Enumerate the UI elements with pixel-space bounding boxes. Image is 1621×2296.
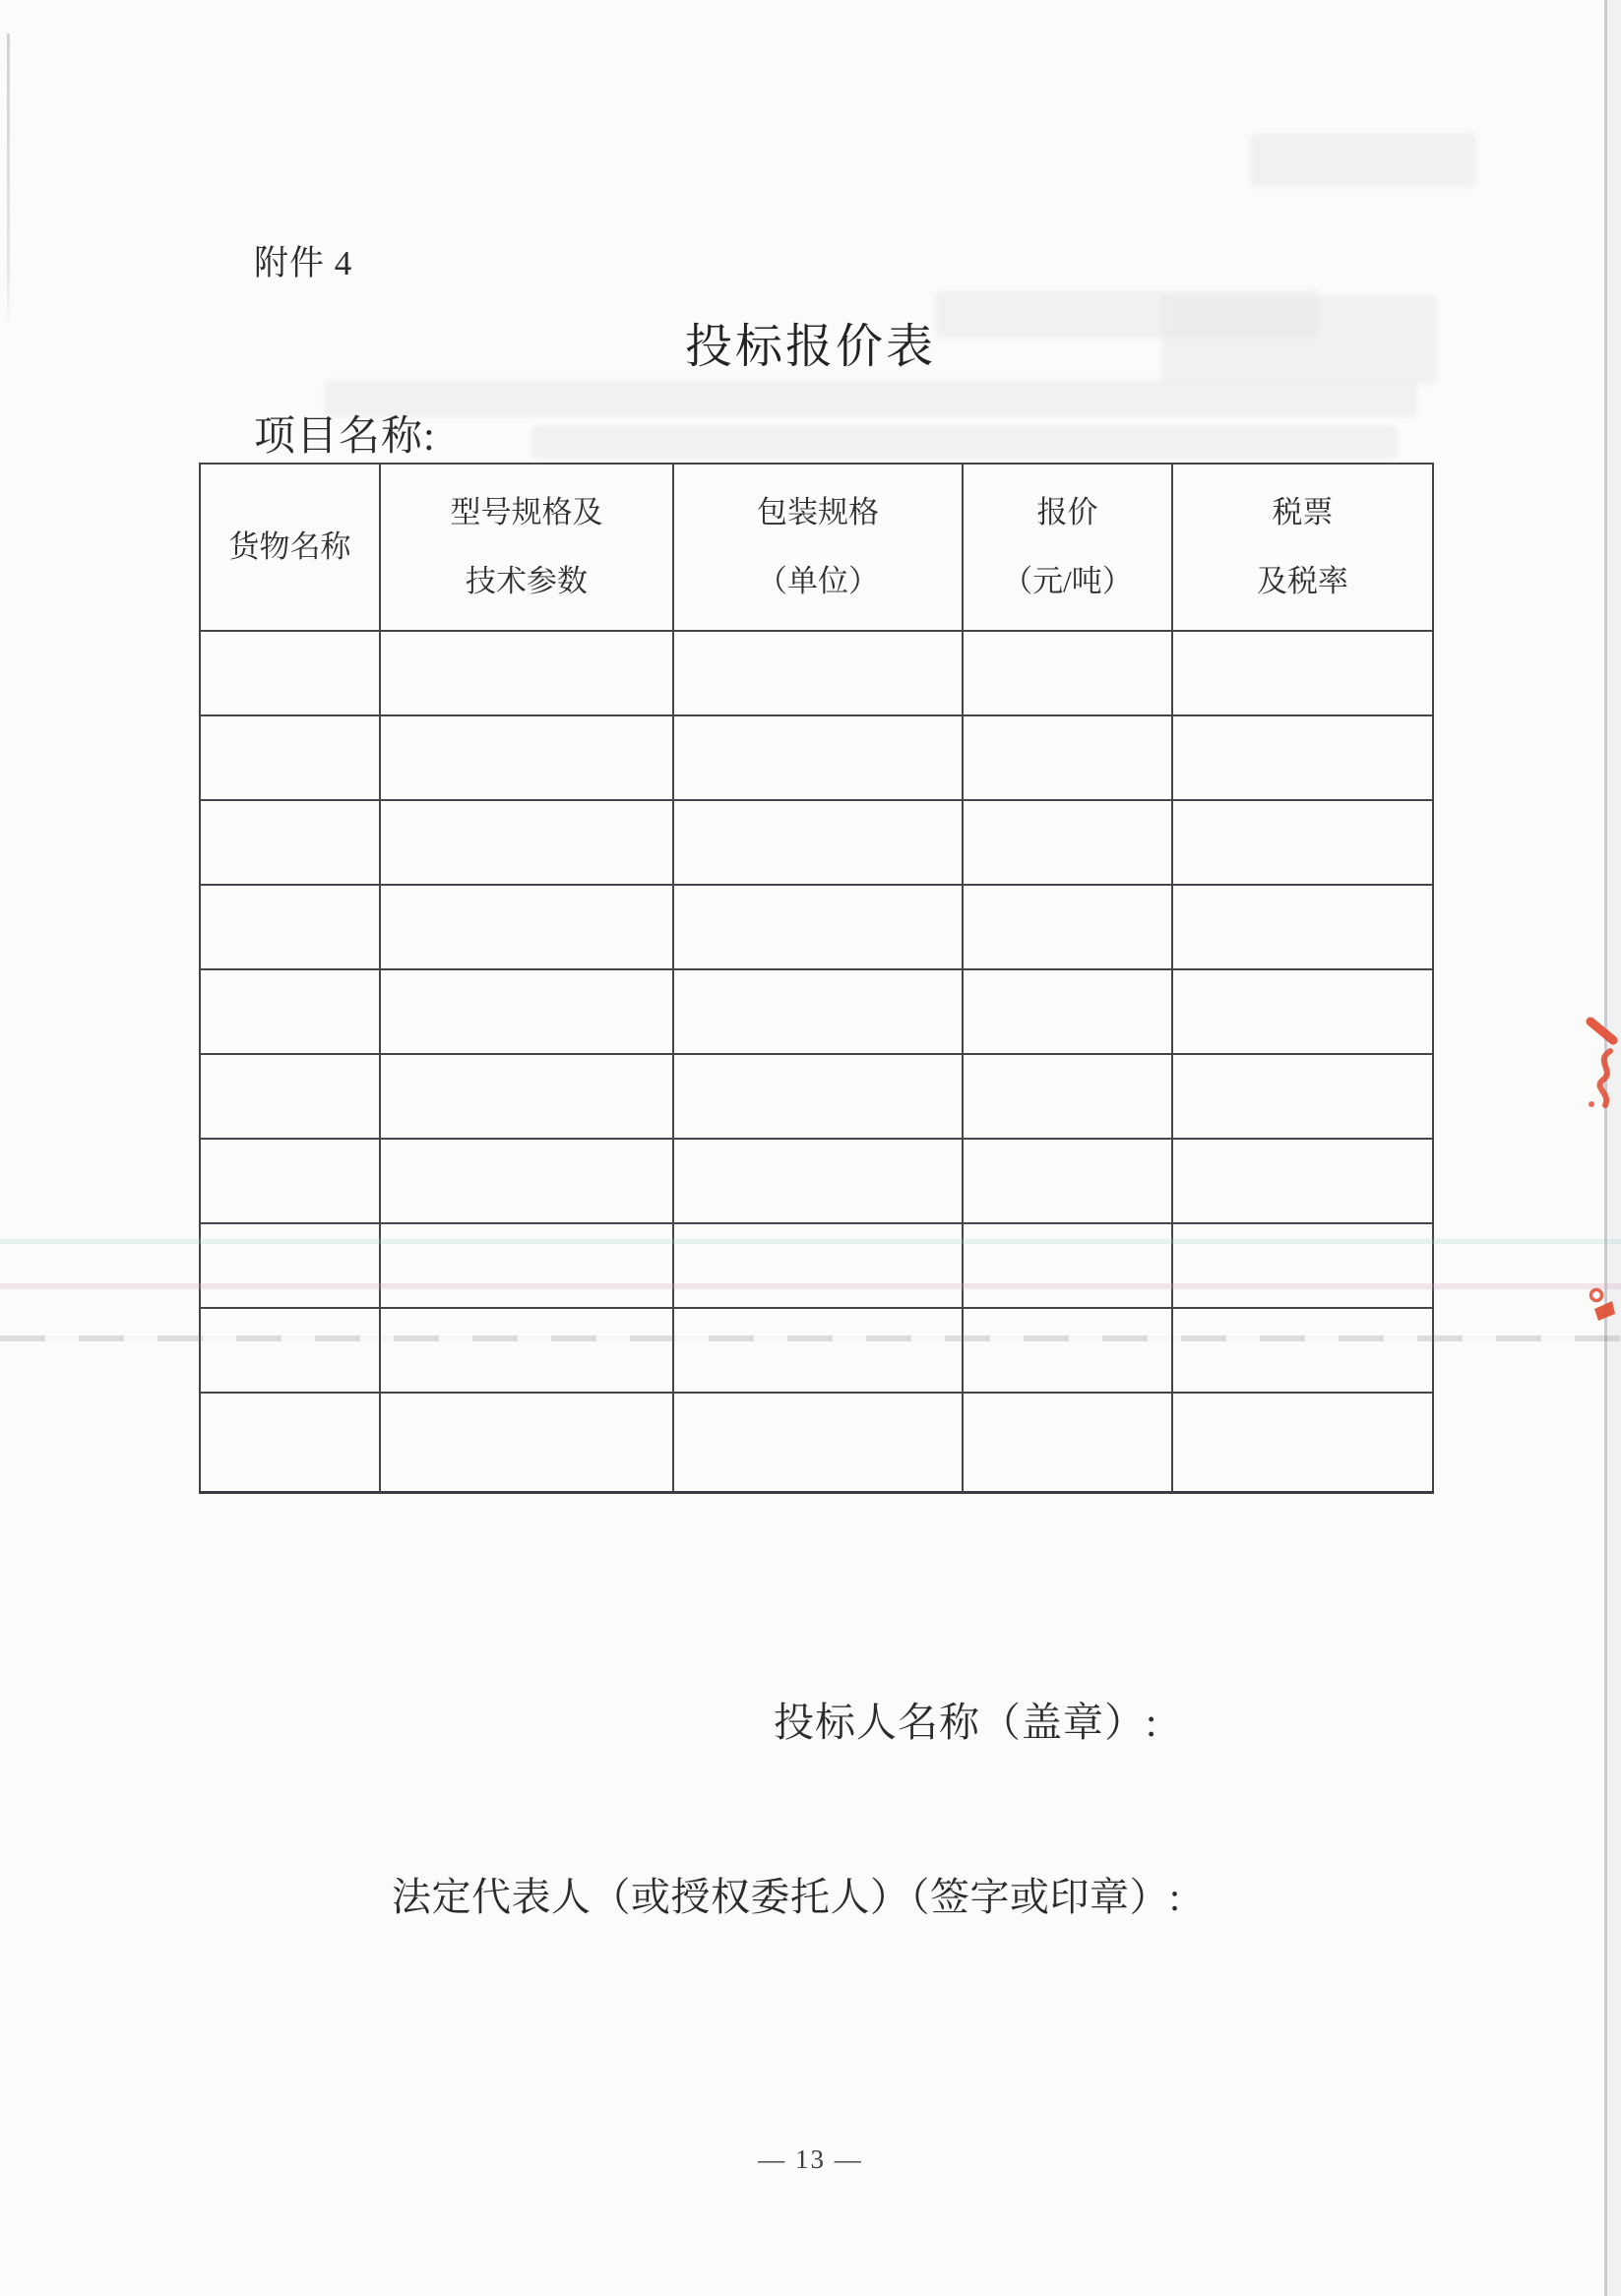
page-number: — 13 — bbox=[758, 2144, 863, 2174]
table-cell-empty bbox=[1172, 969, 1433, 1054]
table-cell-empty bbox=[673, 1139, 963, 1223]
table-cell-empty bbox=[963, 1139, 1172, 1223]
table-cell-empty bbox=[200, 631, 380, 715]
table-cell-empty bbox=[963, 1054, 1172, 1139]
table-row bbox=[200, 969, 1433, 1054]
table-cell-empty bbox=[1172, 631, 1433, 715]
table-cell-empty bbox=[1172, 1054, 1433, 1139]
quotation-table-header bbox=[200, 464, 1433, 631]
table-cell-empty bbox=[963, 1308, 1172, 1393]
table-cell-empty bbox=[200, 715, 380, 800]
legal-representative-line: 法定代表人（或授权委托人）（签字或印章）: bbox=[392, 1875, 1181, 1919]
column-header-1: 货物名称 bbox=[200, 464, 380, 631]
table-cell-empty bbox=[673, 800, 963, 885]
table-cell-empty bbox=[200, 1054, 380, 1139]
table-cell-empty bbox=[380, 1054, 673, 1139]
table-cell-empty bbox=[200, 885, 380, 969]
table-cell-empty bbox=[200, 1223, 380, 1308]
table-cell-empty bbox=[200, 1308, 380, 1393]
page-left-edge-line bbox=[7, 33, 10, 329]
table-cell-empty bbox=[673, 1308, 963, 1393]
table-cell-empty bbox=[963, 715, 1172, 800]
column-header-5: 税票 及税率 bbox=[1172, 464, 1433, 631]
column-header-4: 报价 （元/吨） bbox=[963, 464, 1172, 631]
table-cell-empty bbox=[673, 1054, 963, 1139]
bleed-through-blob bbox=[531, 425, 1398, 459]
scan-streak-gray bbox=[0, 1335, 1621, 1341]
table-row bbox=[200, 1308, 1433, 1393]
table-cell-empty bbox=[200, 1139, 380, 1223]
table-cell-empty bbox=[1172, 1393, 1433, 1492]
table-cell-empty bbox=[673, 885, 963, 969]
quotation-table-body bbox=[200, 631, 1433, 1492]
table-cell-empty bbox=[200, 1393, 380, 1492]
table-cell-empty bbox=[380, 1139, 673, 1223]
table-cell-empty bbox=[673, 631, 963, 715]
page-title: 投标报价表 bbox=[684, 321, 936, 373]
table-cell-empty bbox=[1172, 885, 1433, 969]
column-header-3: 包装规格 （单位） bbox=[673, 464, 963, 631]
table-cell-empty bbox=[380, 1223, 673, 1308]
table-cell-empty bbox=[380, 715, 673, 800]
table-cell-empty bbox=[200, 800, 380, 885]
table-row bbox=[200, 1054, 1433, 1139]
table-cell-empty bbox=[1172, 1139, 1433, 1223]
table-cell-empty bbox=[380, 1308, 673, 1393]
table-cell-empty bbox=[963, 1393, 1172, 1492]
table-cell-empty bbox=[963, 885, 1172, 969]
table-cell-empty bbox=[380, 631, 673, 715]
project-name-label: 项目名称: bbox=[254, 414, 436, 460]
table-cell-empty bbox=[673, 1223, 963, 1308]
table-cell-empty bbox=[963, 1223, 1172, 1308]
table-row bbox=[200, 1223, 1433, 1308]
table-cell-empty bbox=[1172, 800, 1433, 885]
table-cell-empty bbox=[1172, 1308, 1433, 1393]
table-cell-empty bbox=[380, 800, 673, 885]
table-cell-empty bbox=[963, 800, 1172, 885]
column-header-2: 型号规格及 技术参数 bbox=[380, 464, 673, 631]
table-row bbox=[200, 715, 1433, 800]
table-cell-empty bbox=[1172, 715, 1433, 800]
bleed-through-blob bbox=[1250, 133, 1476, 187]
table-cell-empty bbox=[380, 969, 673, 1054]
scan-streak-cyan bbox=[0, 1239, 1621, 1244]
table-cell-empty bbox=[1172, 1223, 1433, 1308]
bleed-through-blob bbox=[325, 380, 1417, 417]
table-cell-empty bbox=[380, 885, 673, 969]
table-cell-empty bbox=[963, 631, 1172, 715]
table-cell-empty bbox=[200, 969, 380, 1054]
table-row bbox=[200, 631, 1433, 715]
table-row bbox=[200, 800, 1433, 885]
bidder-seal-line: 投标人名称（盖章）: bbox=[774, 1700, 1158, 1745]
table-cell-empty bbox=[673, 1393, 963, 1492]
table-row bbox=[200, 1139, 1433, 1223]
table-cell-empty bbox=[380, 1393, 673, 1492]
table-row bbox=[200, 1393, 1433, 1492]
table-cell-empty bbox=[673, 715, 963, 800]
table-cell-empty bbox=[963, 969, 1172, 1054]
table-cell-empty bbox=[673, 969, 963, 1054]
table-row bbox=[200, 885, 1433, 969]
attachment-label: 附件 4 bbox=[254, 244, 353, 282]
scan-streak-pink bbox=[0, 1283, 1621, 1289]
